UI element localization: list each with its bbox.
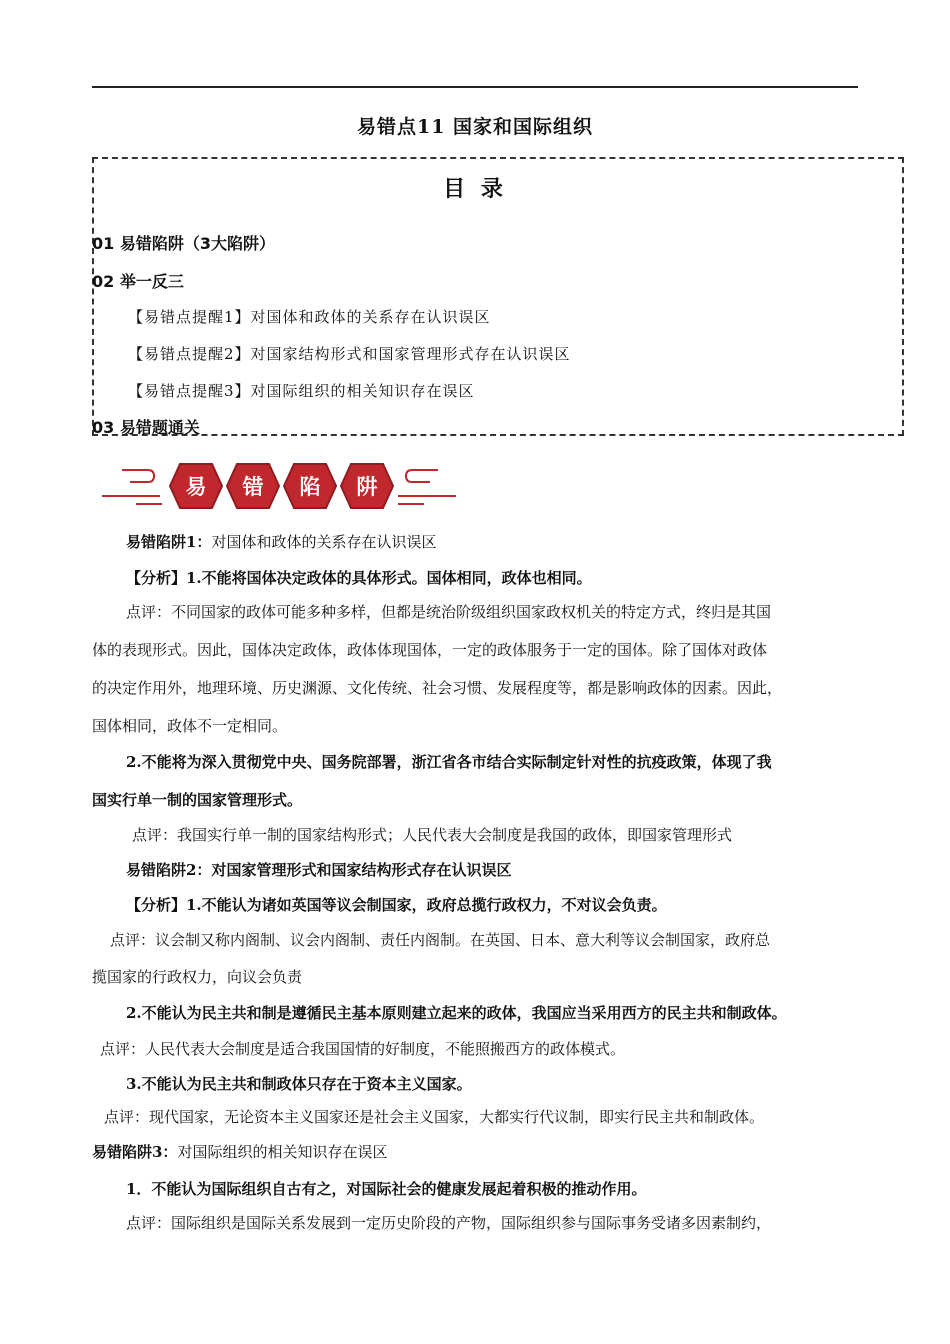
- banner-right-ornament: [398, 470, 456, 504]
- banner-char-1: 易: [185, 475, 207, 499]
- trap-3-analysis-1: 1．不能认为国际组织自古有之，对国际社会的健康发展起着积极的推动作用。: [126, 1180, 647, 1198]
- banner-char-2: 错: [242, 475, 264, 499]
- header-rule: [92, 86, 858, 88]
- trap-1-label: 易错陷阱1：: [126, 533, 212, 551]
- banner-char-4: 阱: [356, 475, 378, 499]
- section-banner: [100, 456, 460, 516]
- toc-section-3[interactable]: 03 易错题通关: [92, 418, 200, 437]
- trap-2-heading: 易错陷阱2：对国家管理形式和国家结构形式存在认识误区: [126, 861, 512, 879]
- trap-2-comment-2: 点评：人民代表大会制度是适合我国国情的好制度，不能照搬西方的政体模式。: [100, 1040, 626, 1058]
- trap-1-analysis-2-line-2: 国实行单一制的国家管理形式。: [92, 791, 303, 809]
- trap-3-text: 对国际组织的相关知识存在误区: [177, 1143, 388, 1161]
- trap-3-comment-1: 点评：国际组织是国际关系发展到一定历史阶段的产物，国际组织参与国际事务受诸多因素制约，: [126, 1214, 772, 1232]
- toc-item-2[interactable]: 【易错点提醒2】对国家结构形式和国家管理形式存在认识误区: [128, 345, 571, 363]
- toc-item-3[interactable]: 【易错点提醒3】对国际组织的相关知识存在误区: [128, 382, 475, 400]
- trap-1-text: 对国体和政体的关系存在认识误区: [211, 533, 437, 551]
- banner-char-3: 陷: [299, 475, 321, 499]
- trap-3-label: 易错陷阱3：: [92, 1143, 178, 1161]
- trap-1-comment-2: 点评：我国实行单一制的国家结构形式；人民代表大会制度是我国的政体，即国家管理形式: [132, 826, 733, 844]
- trap-1-comment-1-line-4: 国体相同，政体不一定相同。: [92, 717, 288, 735]
- toc-item-1[interactable]: 【易错点提醒1】对国体和政体的关系存在认识误区: [128, 308, 491, 326]
- trap-1-comment-1-line-1: 点评：不同国家的政体可能多种多样，但都是统治阶级组织国家政权机关的特定方式，终归是其国: [126, 603, 772, 621]
- banner-left-ornament: [102, 470, 162, 504]
- trap-3-heading: [92, 1142, 387, 1162]
- toc-section-2[interactable]: 02 举一反三: [92, 272, 184, 291]
- trap-2-analysis-3: 3.不能认为民主共和制政体只存在于资本主义国家。: [126, 1075, 472, 1093]
- document-title: 易错点11 国家和国际组织: [356, 116, 594, 138]
- toc-heading: 目 录: [443, 177, 507, 202]
- trap-1-comment-1-line-3: 的决定作用外，地理环境、历史渊源、文化传统、社会习惯、发展程度等，都是影响政体的因素。因此，: [92, 679, 783, 697]
- trap-1-comment-1-line-2: 体的表现形式。因此，国体决定政体，政体体现国体，一定的政体服务于一定的国体。除了国体对政体: [92, 641, 768, 659]
- toc-section-1[interactable]: 01 易错陷阱（3大陷阱）: [92, 234, 275, 253]
- trap-2-analysis-1: 【分析】1.不能认为诸如英国等议会制国家，政府总揽行政权力，不对议会负责。: [126, 896, 667, 914]
- trap-2-comment-1-line-1: 点评：议会制又称内阁制、议会内阁制、责任内阁制。在英国、日本、意大利等议会制国家，政府总: [110, 931, 771, 949]
- trap-1-heading: [126, 532, 436, 552]
- trap-1-analysis-1: 【分析】1.不能将国体决定政体的具体形式。国体相同，政体也相同。: [126, 569, 592, 587]
- trap-2-comment-3: 点评：现代国家，无论资本主义国家还是社会主义国家，大都实行代议制，即实行民主共和制政体。: [104, 1108, 765, 1126]
- trap-2-comment-1-line-2: 揽国家的行政权力，向议会负责: [92, 968, 303, 986]
- trap-2-analysis-2: 2.不能认为民主共和制是遵循民主基本原则建立起来的政体，我国应当采用西方的民主共和制政体。: [126, 1004, 787, 1022]
- trap-1-analysis-2-line-1: 2.不能将为深入贯彻党中央、国务院部署，浙江省各市结合实际制定针对性的抗疫政策，体现了我: [126, 753, 772, 771]
